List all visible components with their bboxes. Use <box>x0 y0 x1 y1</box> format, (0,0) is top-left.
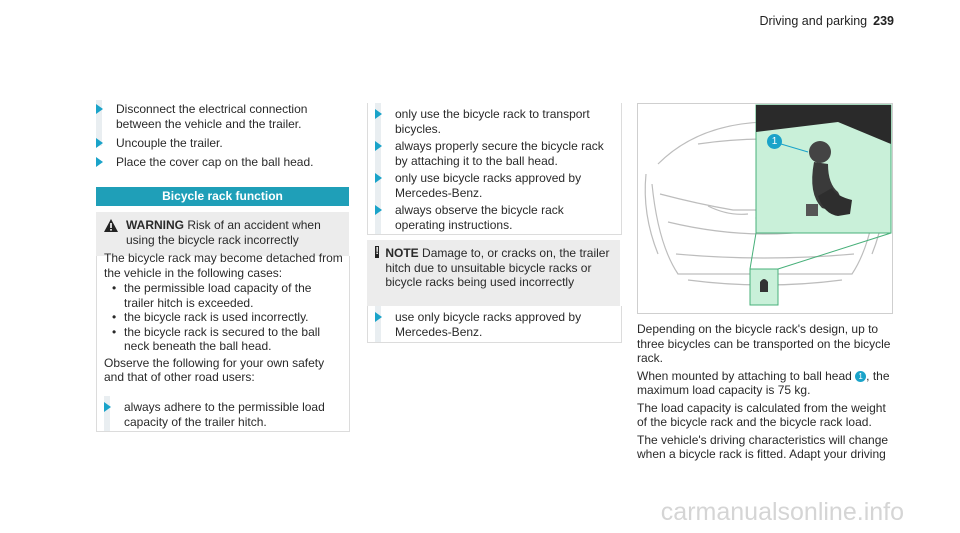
step-item <box>375 139 613 168</box>
arrow-icon <box>375 109 382 119</box>
arrow-icon <box>96 157 103 167</box>
paragraph-mounted <box>637 369 895 398</box>
header-section: Driving and parking <box>759 14 868 28</box>
bullet-item: • the bicycle rack is used incorrectly. <box>104 310 344 325</box>
watermark: carmanualsonline.info <box>660 498 904 526</box>
step-item <box>104 400 342 429</box>
step-item <box>375 203 613 232</box>
right-text <box>637 322 895 462</box>
step-item <box>375 107 613 136</box>
arrow-icon <box>375 141 382 151</box>
step-item <box>96 155 346 170</box>
note-box <box>367 240 620 306</box>
step-text: Disconnect the electrical connection between the vehicle and the trailer. <box>116 102 308 131</box>
bullet-item: • the bicycle rack is secured to the ball neck beneath the ball head. <box>104 325 344 354</box>
mounted-before: When mounted by attaching to ball head <box>637 368 852 383</box>
arrow-icon <box>104 402 111 412</box>
bullet-item: • the permissible load capacity of the trailer hitch is exceeded. <box>104 281 344 310</box>
section-title: Bicycle rack function <box>96 187 349 206</box>
callout-1-badge: 1 <box>767 134 782 149</box>
paragraph: Depending on the bicycle rack's design, up to three bicycles can be transported on the bicycle rack. <box>637 322 891 365</box>
warning-triangle-icon <box>104 219 118 232</box>
step-text: always properly secure the bicycle rack by attaching it to the ball head. <box>395 139 604 168</box>
vehicle-rear-illustration <box>638 104 892 313</box>
warning-label: WARNING <box>126 218 184 232</box>
warning-body <box>104 251 344 385</box>
note-text: Damage to, or cracks on, the trailer hitch due to unsuitable bicycle racks or bicycle racks being used incorrectly <box>385 246 610 289</box>
arrow-icon <box>375 312 382 322</box>
warning-observe: Observe the following for your own safety and that of other road users: <box>104 355 325 384</box>
step-text: only use the bicycle rack to transport bicycles. <box>395 107 590 136</box>
paragraph: The vehicle's driving characteristics will change when a bicycle rack is fitted. Adapt your driving <box>637 432 889 461</box>
warning-text: Risk of an accident when using the bicycle rack incorrectly <box>126 218 321 247</box>
step-text: use only bicycle racks approved by Mercedes-Benz. <box>395 310 582 339</box>
arrow-icon <box>375 173 382 183</box>
warning-intro: The bicycle rack may become detached from the vehicle in the following cases: <box>104 251 343 280</box>
step-text: always adhere to the permissible load capacity of the trailer hitch. <box>124 400 325 429</box>
step-item <box>375 310 613 339</box>
step-item <box>96 102 346 131</box>
callout-1-inline: 1 <box>855 371 866 382</box>
mounted-after: , the maximum load capacity is 75 kg. <box>637 368 890 397</box>
paragraph: The load capacity is calculated from the weight of the bicycle rack and the bicycle rack load. <box>637 400 886 429</box>
step-text: Uncouple the trailer. <box>116 136 223 150</box>
page-header <box>759 14 894 28</box>
step-item <box>375 171 613 200</box>
note-badge-icon: ! <box>375 246 379 257</box>
step-text: Place the cover cap on the ball head. <box>116 155 314 169</box>
arrow-icon <box>96 138 103 148</box>
page-number: 239 <box>873 14 894 28</box>
warning-box <box>96 212 349 256</box>
arrow-icon <box>375 205 382 215</box>
trailer-hitch-figure <box>637 103 893 314</box>
step-text: always observe the bicycle rack operating instructions. <box>395 203 564 232</box>
note-label: NOTE <box>385 246 419 260</box>
arrow-icon <box>96 104 103 114</box>
step-text: only use bicycle racks approved by Mercedes-Benz. <box>395 171 582 200</box>
step-item <box>96 136 346 151</box>
